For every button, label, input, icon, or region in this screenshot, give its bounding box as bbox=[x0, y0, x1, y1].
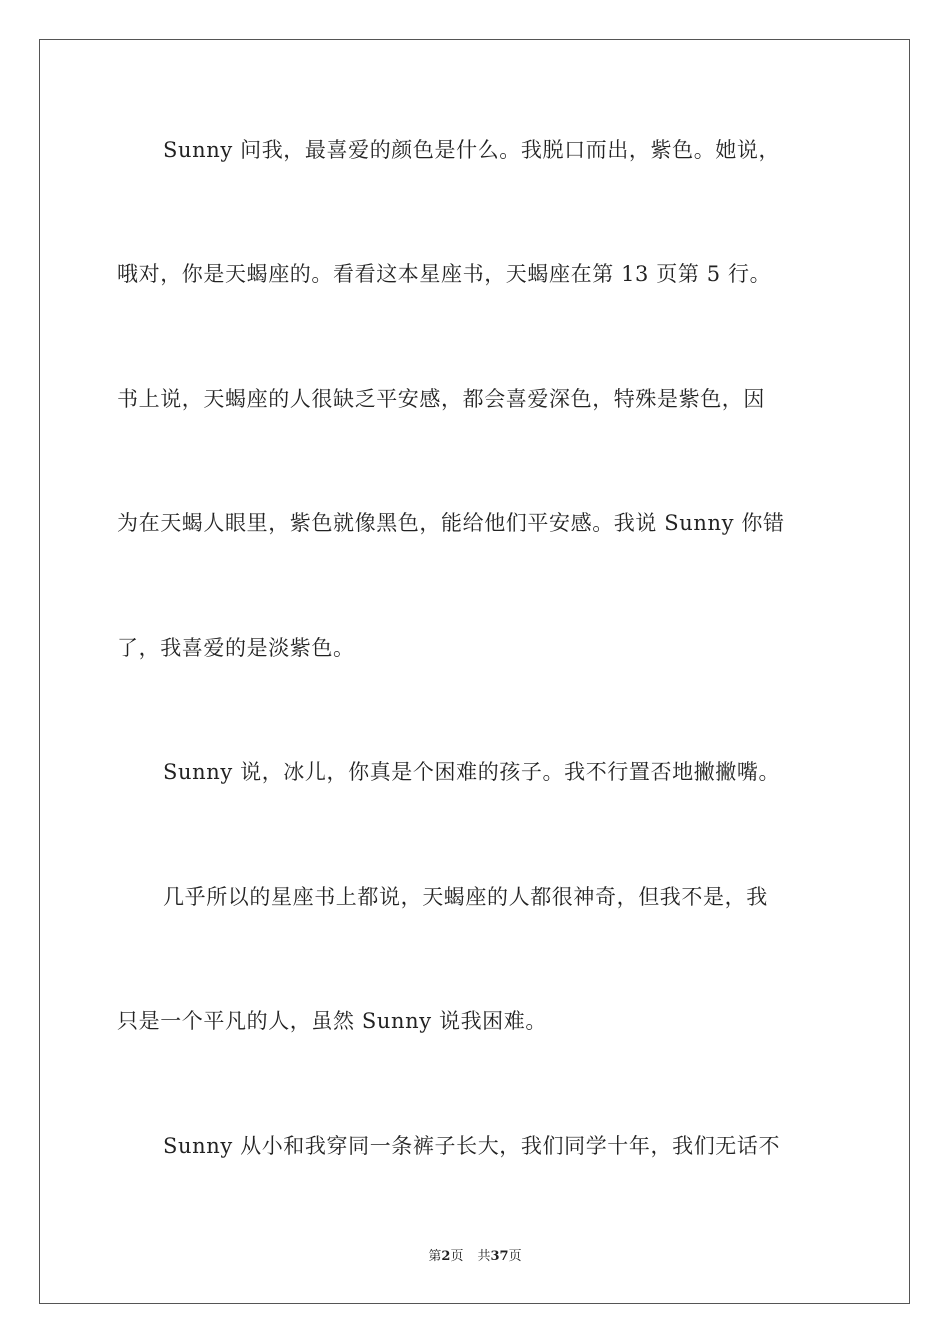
page-border bbox=[39, 39, 910, 1304]
text-line-5: 了，我喜爱的是淡紫色。 bbox=[117, 636, 355, 660]
footer-prefix: 第 bbox=[428, 1249, 442, 1264]
text-line-6: Sunny 说，冰儿，你真是个困难的孩子。我不行置否地撇撇嘴。 bbox=[163, 760, 781, 784]
footer-current-page: 2 bbox=[441, 1249, 451, 1264]
footer-page-unit: 页 bbox=[450, 1249, 464, 1264]
footer-total-unit: 页 bbox=[508, 1249, 522, 1264]
text-line-2: 哦对，你是天蝎座的。看看这本星座书，天蝎座在第 13 页第 5 行。 bbox=[117, 262, 772, 286]
text-line-4: 为在天蝎人眼里，紫色就像黑色，能给他们平安感。我说 Sunny 你错 bbox=[117, 511, 785, 535]
text-line-8: 只是一个平凡的人，虽然 Sunny 说我困难。 bbox=[117, 1009, 547, 1033]
footer-total-prefix: 共 bbox=[477, 1249, 491, 1264]
text-line-3: 书上说，天蝎座的人很缺乏平安感，都会喜爱深色，特殊是紫色，因 bbox=[117, 387, 765, 411]
text-line-9: Sunny 从小和我穿同一条裤子长大，我们同学十年，我们无话不 bbox=[163, 1134, 781, 1158]
page-footer bbox=[0, 1248, 950, 1266]
footer-total-pages: 37 bbox=[490, 1249, 509, 1264]
text-line-7: 几乎所以的星座书上都说，天蝎座的人都很神奇，但我不是，我 bbox=[163, 885, 768, 909]
text-line-1: Sunny 问我，最喜爱的颜色是什么。我脱口而出，紫色。她说， bbox=[163, 138, 781, 162]
